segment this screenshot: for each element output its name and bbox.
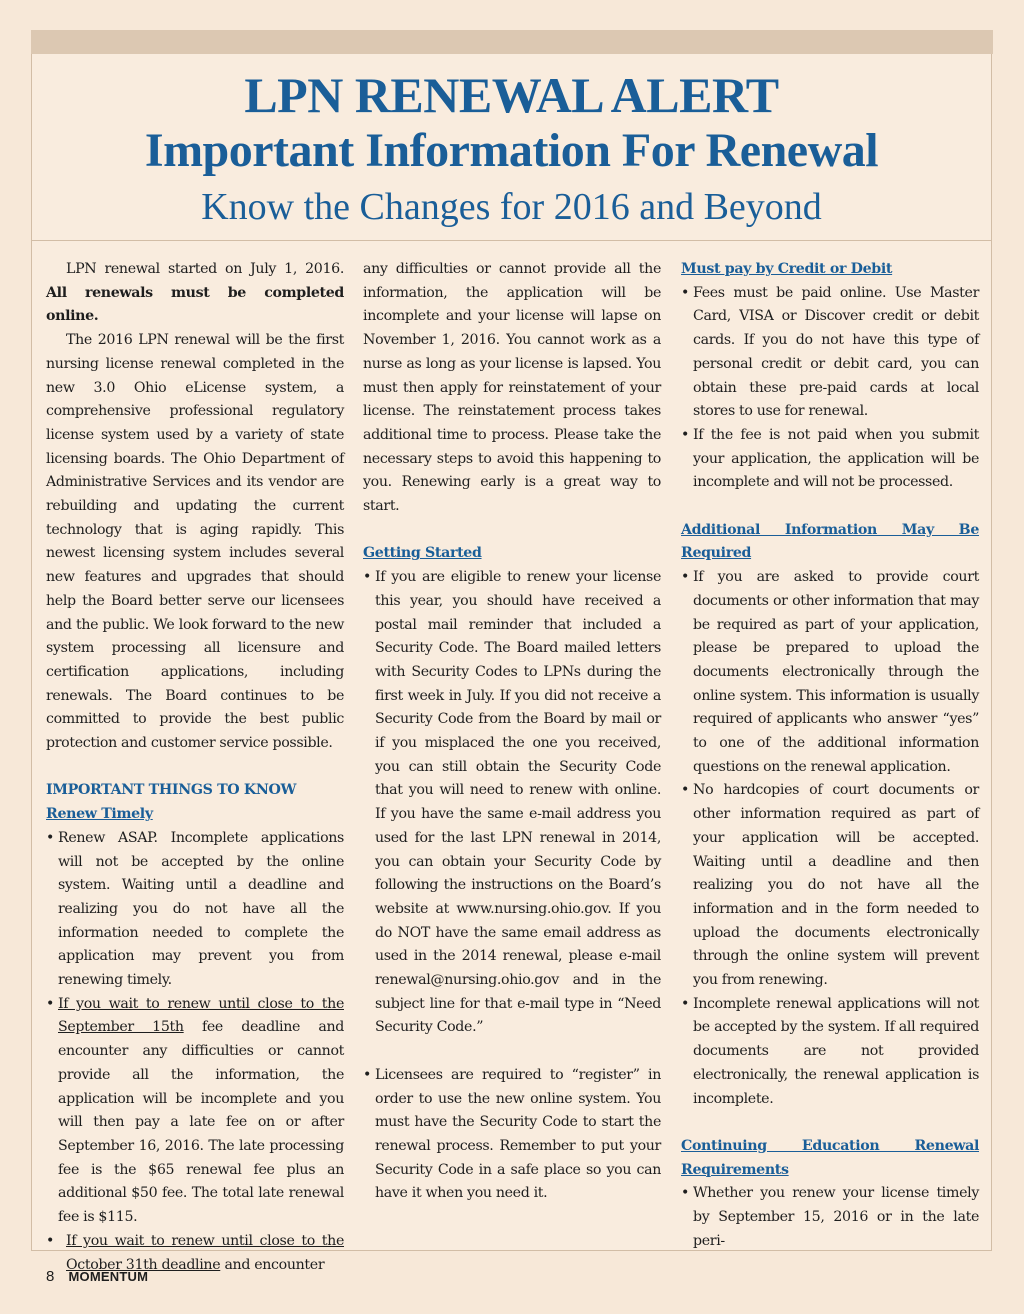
list-item [363,566,661,1040]
bullet-text: Whether you renew your license timely by September 15, 2016 or in the late peri- [693,1185,979,1249]
title-line-2: Important Information For Renewal [144,124,879,177]
bullet-underlined-text: If you wait to renew until close to the September 15th [58,995,344,1036]
bullet-icon: • [46,829,55,846]
bullet-text: and encounter [220,1256,325,1273]
bullet-icon: • [681,782,690,799]
column-2 [363,258,661,1206]
bullet-icon: • [46,1232,55,1249]
bullet-icon: • [681,995,690,1012]
intro-bold-text: All renewals must be completed online. [46,284,344,325]
intro-text: LPN renewal started on July 1, 2016. [66,261,344,277]
list-item [363,1064,661,1206]
section-heading-getting-started: Getting Started [363,545,482,562]
bullet-underlined-text: If you wait to renew until close to the October 31th deadline [66,1232,344,1273]
bullet-text: If the fee is not paid when you submit your application, the application will be incomplete and will not be processed. [693,426,979,491]
section-heading-continuing-education: Continuing Education Renewal Requirements [681,1137,979,1178]
list-item [681,1182,979,1253]
bullet-icon: • [681,1185,690,1202]
article-header [31,54,992,240]
list-item [46,993,344,1230]
bullet-text: Fees must be paid online. Use Master Card, VISA or Discover credit or debit cards. If you do not have this type of personal credit or debit card, you can obtain these pre-paid cards at local stores to use for renewal. [693,284,979,420]
continued-paragraph: any difficulties or cannot provide all the information, the application will be incomplete and your license will lapse on November 1, 2016. You cannot work as a nurse as long as your license is lapsed. You must then apply for reinstatement of your license. The reinstatement process takes additional time to process. Please take the necessary steps to avoid this happening to you. Renewing early is a great way to start. [363,261,661,515]
page-footer [46,1268,148,1285]
list-item [681,993,979,1112]
list-item [681,566,979,779]
section-heading-payment: Must pay by Credit or Debit [681,261,893,277]
magazine-name: MOMENTUM [68,1269,149,1284]
list-item [46,827,344,993]
bullet-text: fee deadline and encounter any difficulties or cannot provide all the information, the application will be incomplete and you will then pay a late fee on or after September 16, 2016. The late processing fee is the $65 renewal fee plus an additional $50 fee. The total late renewal fee is $115. [58,1019,344,1226]
bullet-icon: • [681,426,690,443]
bullet-text: Renew ASAP. Incomplete applications will not be accepted by the online system. Waiting until a deadline and realizing you do not have all the information needed to complete the application may prevent you from renewing timely. [58,829,344,989]
title-line-1: LPN RENEWAL ALERT [244,67,779,123]
system-paragraph: The 2016 LPN renewal will be the first nursing license renewal completed in the new 3.0 Ohio eLicense system, a comprehensive professional regulatory license system used by a variety of state licensing boards. The Ohio Department of Administrative Services and its vendor are rebuilding and updating the current technology that is aging rapidly. This newest licensing system includes several new features and upgrades that should help the Board better serve our licensees and the public. We look forward to the new system processing all licensure and certification applications, including renewals. The Board continues to be committed to provide the best public protection and customer service possible. [46,332,344,752]
column-3 [681,258,979,1254]
section-heading-important: IMPORTANT THINGS TO KNOW [46,782,297,799]
column-1 [46,258,344,1277]
bullet-icon: • [681,284,690,301]
list-item [681,779,979,992]
bullet-icon: • [363,569,372,586]
header-divider [31,240,992,241]
bullet-icon: • [681,569,690,586]
page-number: 8 [46,1268,55,1285]
top-banner-bar [31,30,993,54]
bullet-text: If you are asked to provide court documents or other information that may be required as part of your application, please be prepared to upload the documents electronically through the online system. This information is usually required of applicants who answer “yes” to one of the additional information questions on the renewal application. [693,569,979,775]
bullet-text: Incomplete renewal applications will not be accepted by the system. If all required documents are not provided electronically, the renewal application is incomplete. [693,995,979,1107]
subheading-renew-timely: Renew Timely [46,806,153,823]
bullet-icon: • [46,995,55,1012]
bullet-text: Licensees are required to “register” in order to use the new online system. You must have the Security Code to start the renewal process. Remember to put your Security Code in a safe place so you can have it when you need it. [375,1066,661,1202]
section-heading-additional-info: Additional Information May Be Required [681,521,979,562]
subtitle: Know the Changes for 2016 and Beyond [201,186,822,228]
bullet-text: If you are eligible to renew your license this year, you should have received a postal mail reminder that included a Security Code. The Board mailed letters with Security Codes to LPNs during the first week in July. If you did not receive a Security Code from the Board by mail or if you misplaced the one you received, you can still obtain the Security Code that you will need to renew with online. If you have the same e-mail address you used for the last LPN renewal in 2014, you can obtain your Security Code by following the instructions on the Board’s website at www.nursing.ohio.gov. If you do NOT have the same email address as used in the 2014 renewal, please e-mail renewal@nursing.ohio.gov and in the subject line for that e-mail type in “Need Security Code.” [375,569,661,1036]
bullet-text: No hardcopies of court documents or other information required as part of your application will be accepted. Waiting until a deadline and then realizing you do not have all the information and in the form needed to upload the documents electronically through the online system will prevent you from renewing. [693,782,979,989]
list-item [681,282,979,424]
intro-paragraph [46,258,344,329]
bullet-icon: • [363,1066,372,1083]
list-item [681,424,979,495]
